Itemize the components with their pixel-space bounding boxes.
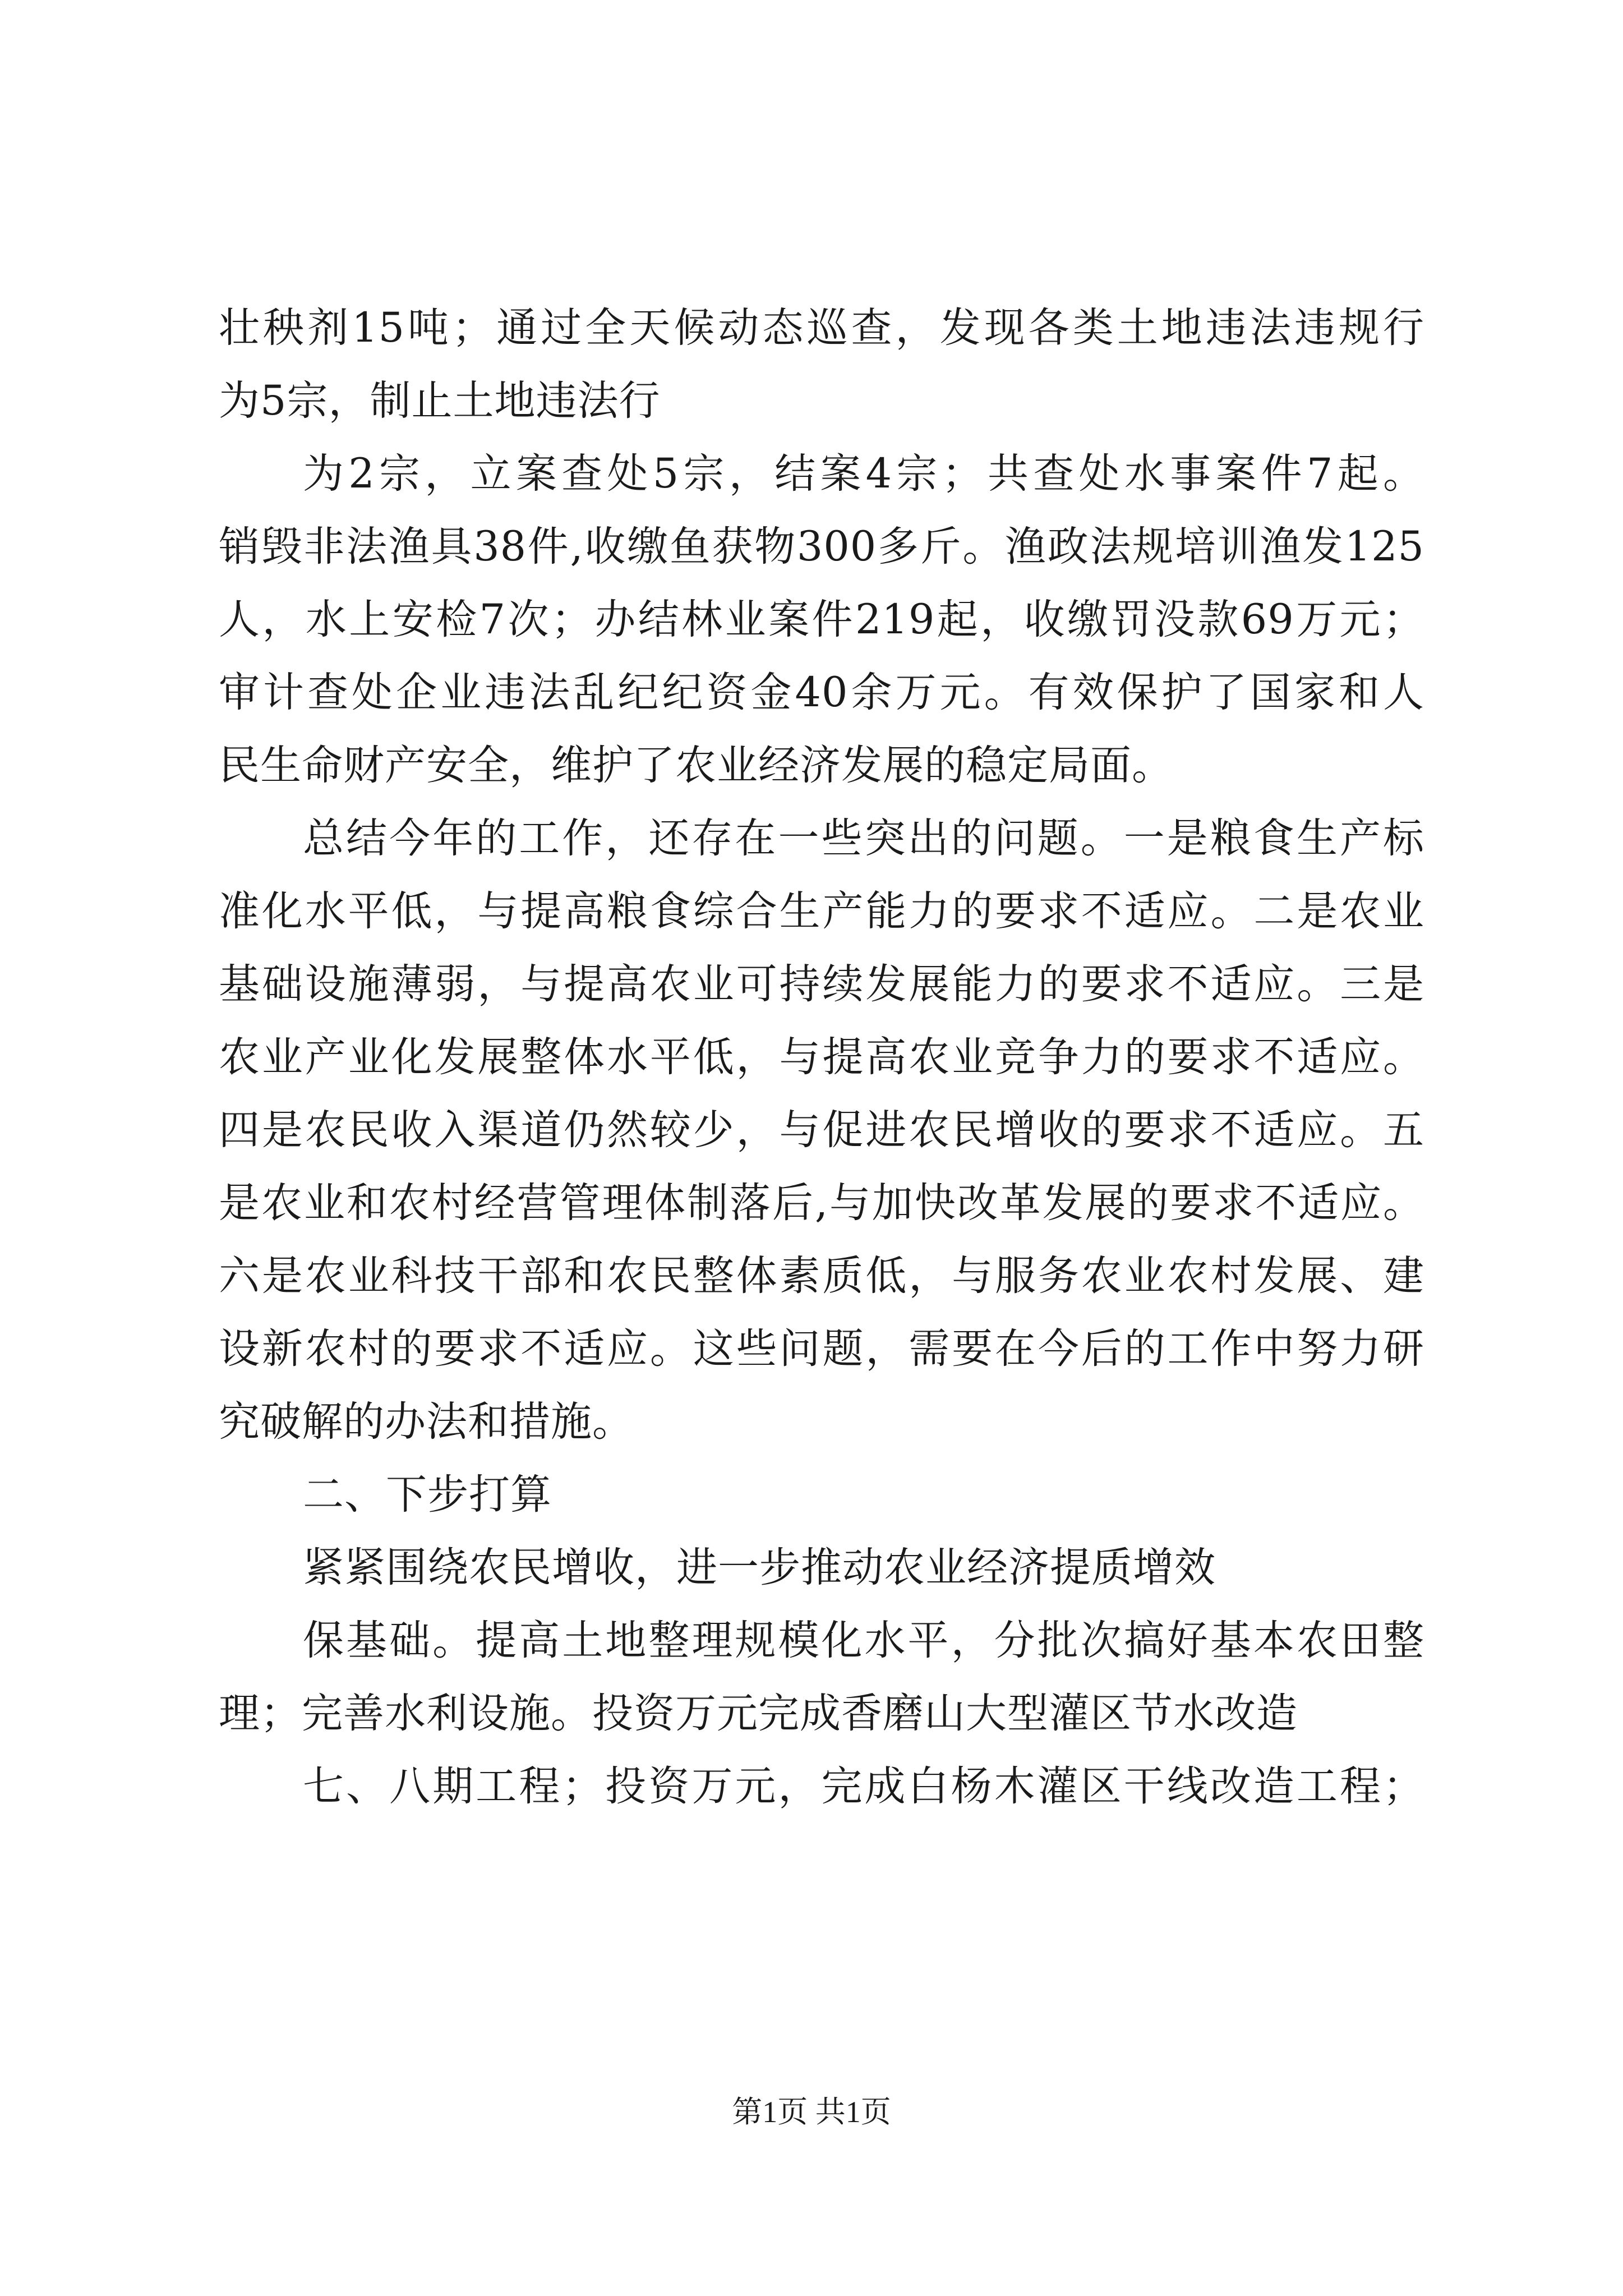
text-line: 七、八期工程；投资万元，完成白杨木灌区干线改造工程； <box>303 1763 1424 1810</box>
text-line: 为2宗，立案查处5宗，结案4宗；共查处水事案件7起。 <box>303 450 1424 498</box>
text-line: 审计查处企业违法乱纪纪资金40余万元。有效保护了国家和人 <box>219 669 1424 716</box>
text-line: 设新农村的要求不适应。这些问题，需要在今后的工作中努力研 <box>219 1325 1424 1373</box>
text-line: 六是农业科技干部和农民整体素质低，与服务农业农村发展、建 <box>219 1252 1424 1300</box>
text-line: 人，水上安检7次；办结林业案件219起，收缴罚没款69万元； <box>219 596 1424 643</box>
text-line: 二、下步打算 <box>303 1471 552 1519</box>
text-line: 农业产业化发展整体水平低，与提高农业竞争力的要求不适应。 <box>219 1033 1424 1081</box>
page-footer: 第1页 共1页 <box>732 2095 891 2129</box>
text-line: 基础设施薄弱，与提高农业可持续发展能力的要求不适应。三是 <box>219 960 1424 1008</box>
text-line: 紧紧围绕农民增收，进一步推动农业经济提质增效 <box>303 1544 1216 1591</box>
document-body <box>219 292 1424 1823</box>
text-line: 理；完善水利设施。投资万元完成香磨山大型灌区节水改造 <box>219 1690 1298 1737</box>
text-line: 保基础。提高土地整理规模化水平，分批次搞好基本农田整 <box>303 1617 1424 1664</box>
text-line: 民生命财产安全，维护了农业经济发展的稳定局面。 <box>219 742 1173 789</box>
text-line: 准化水平低，与提高粮食综合生产能力的要求不适应。二是农业 <box>219 887 1424 935</box>
text-line: 总结今年的工作，还存在一些突出的问题。一是粮食生产标 <box>303 815 1424 862</box>
text-line: 销毁非法渔具38件,收缴鱼获物300多斤。渔政法规培训渔发125 <box>219 523 1424 570</box>
text-line: 究破解的办法和措施。 <box>219 1398 634 1446</box>
text-line: 四是农民收入渠道仍然较少，与促进农民增收的要求不适应。五 <box>219 1106 1424 1154</box>
text-line: 为5宗，制止土地违法行 <box>219 377 661 425</box>
text-line: 是农业和农村经营管理体制落后,与加快改革发展的要求不适应。 <box>219 1179 1424 1227</box>
text-line: 壮秧剂15吨；通过全天候动态巡查，发现各类土地违法违规行 <box>219 304 1424 352</box>
